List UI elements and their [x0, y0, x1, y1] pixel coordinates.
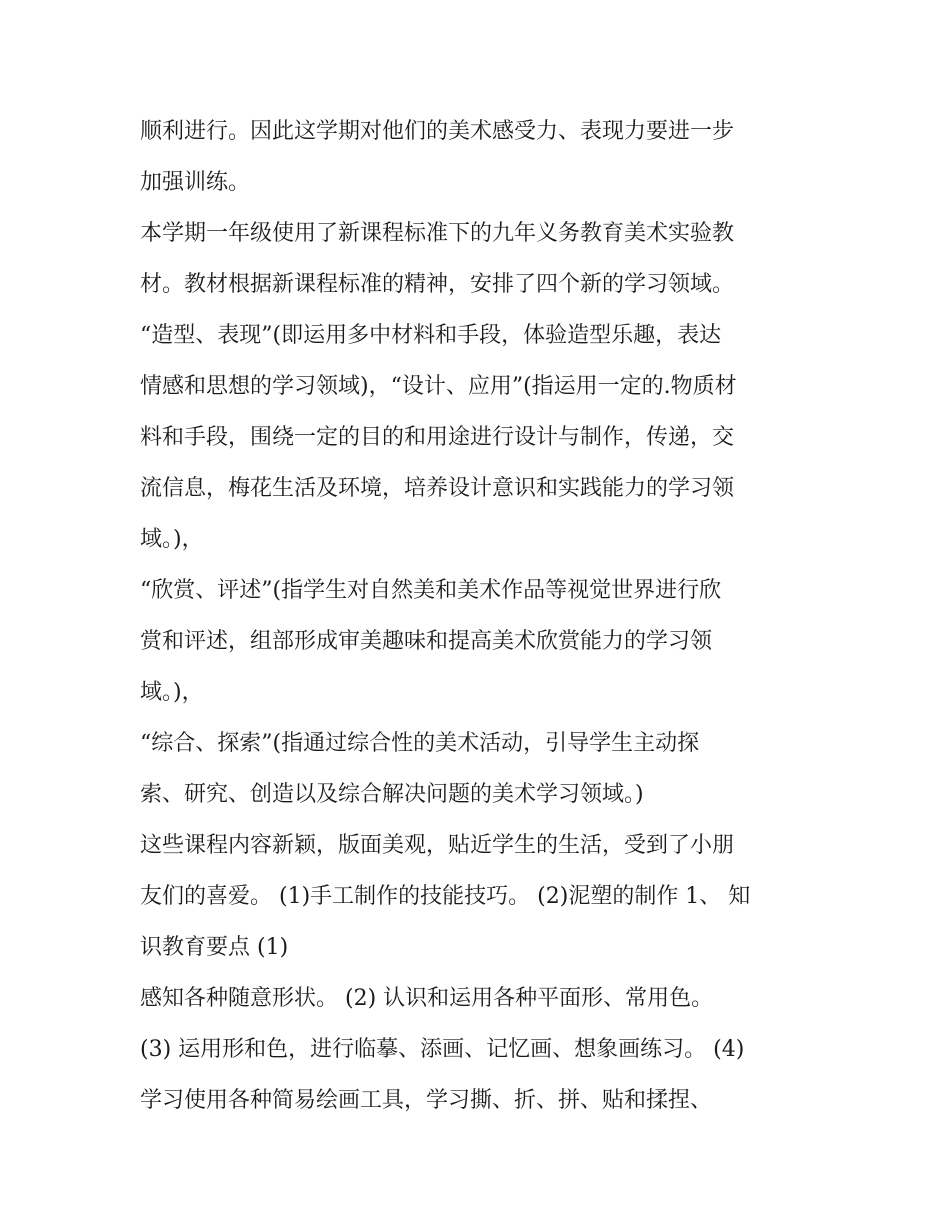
- text-line: 赏和评述，组部形成审美趣味和提高美术欣赏能力的学习领: [140, 629, 713, 654]
- text-line: 识教育要点 (1): [140, 935, 289, 960]
- text-line: 友们的喜爱。 (1)手工制作的技能技巧。 (2)泥塑的制作 1、 知: [140, 884, 751, 909]
- text-line: “造型、表现”(即运用多中材料和手段，体验造型乐趣，表达: [140, 323, 722, 348]
- text-line: 材。教材根据新课程标准的精神，安排了四个新的学习领域。: [140, 272, 735, 297]
- text-line: 感知各种随意形状。 (2) 认识和运用各种平面形、常用色。: [140, 986, 714, 1011]
- text-line: 这些课程内容新颖，版面美观，贴近学生的生活，受到了小朋: [140, 833, 735, 858]
- document-body: [140, 106, 820, 1126]
- text-line: “欣赏、评述”(指学生对自然美和美术作品等视觉世界进行欣: [140, 578, 722, 603]
- text-line: 索、研究、创造以及综合解决问题的美术学习领域。): [140, 782, 644, 807]
- text-line: 加强训练。: [140, 170, 251, 195]
- text-line: 域。)，: [140, 527, 204, 552]
- text-line: 本学期一年级使用了新课程标准下的九年义务教育美术实验教: [140, 221, 735, 246]
- text-line: 料和手段，围绕一定的目的和用途进行设计与制作，传递，交: [140, 425, 735, 450]
- text-line: 流信息，梅花生活及环境，培养设计意识和实践能力的学习领: [140, 476, 735, 501]
- text-line: 顺利进行。因此这学期对他们的美术感受力、表现力要进一步: [140, 119, 735, 144]
- text-line: “综合、探索”(指通过综合性的美术活动，引导学生主动探: [140, 731, 700, 756]
- text-line: (3) 运用形和色，进行临摹、添画、记忆画、想象画练习。 (4): [140, 1037, 745, 1062]
- text-line: 情感和思想的学习领域)，“设计、应用”(指运用一定的.物质材: [140, 374, 737, 399]
- text-line: 域。)，: [140, 680, 204, 705]
- text-line: 学习使用各种简易绘画工具，学习撕、折、拼、贴和揉捏、: [140, 1088, 713, 1113]
